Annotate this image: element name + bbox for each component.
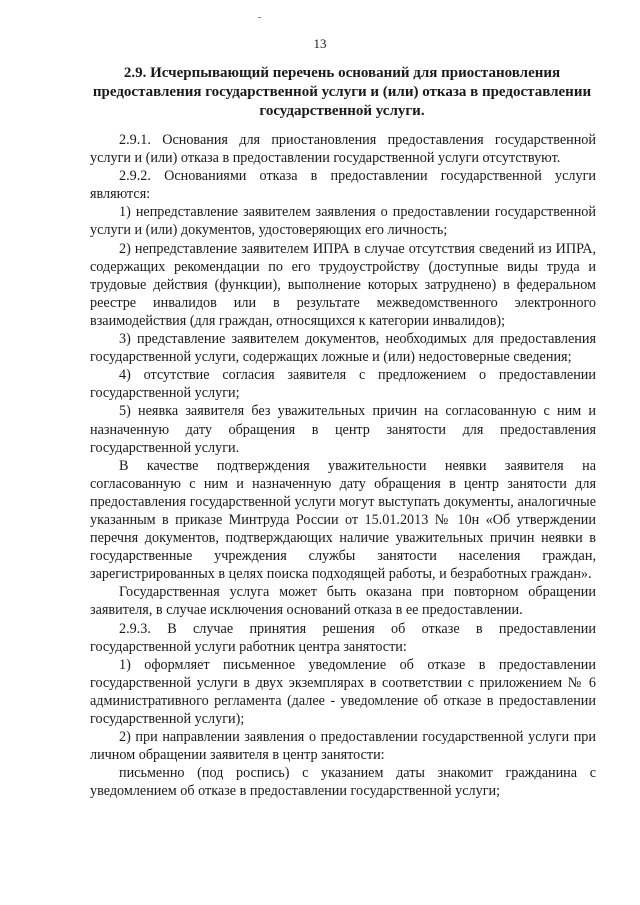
paragraph: 2.9.3. В случае принятия решения об отказе в предоставлении государственной услуги работник центра занятости: [90,620,596,655]
paragraph: 2.9.1. Основания для приостановления предоставления государственной услуги и (или) отказа в предоставлении государственной услуги отсутствуют. [90,132,596,167]
paragraph: 2.9.2. Основаниями отказа в предоставлении государственной услуги являются: [90,168,596,203]
paragraph: 2) при направлении заявления о предоставлении государственной услуги при личном обращении заявителя в центр занятости: [90,729,596,764]
paragraph: 5) неявка заявителя без уважительных причин на согласованную с ним и назначенную дату обращения в центр занятости для предоставления государственной услуги. [90,403,596,456]
scan-mark [258,17,261,18]
paragraph: Государственная услуга может быть оказана при повторном обращении заявителя, в случае исключения оснований отказа в ее предоставлении. [90,584,596,619]
paragraph: письменно (под роспись) с указанием даты знакомит гражданина с уведомлением об отказе в предоставлении государственной услуги; [90,765,596,800]
section-heading: 2.9. Исчерпывающий перечень оснований для приостановления предоставления государственной услуги и (или) отказа в предоставлении государственной услуги. [92,65,592,119]
paragraph: В качестве подтверждения уважительности неявки заявителя на согласованную с ним и назначенную дату обращения в центр занятости для предоставления государственной услуги могут выступать документы, аналогичные указанным в приказе Минтруда России от 15.01.2013 № 10н «Об утверждении перечня документов, подтверждающих наличие уважительных причин неявки в государственные учреждения службы занятости населения граждан, зарегистрированных в целях поиска подходящей работы, и безработных граждан». [90,457,596,583]
page-number: 13 [313,36,327,51]
paragraph: 1) непредставление заявителем заявления о предоставлении государственной услуги и (или) документов, удостоверяющих его личность; [90,204,596,239]
paragraph: 3) представление заявителем документов, необходимых для предоставления государственной услуги, содержащих ложные и (или) недостоверные сведения; [90,331,596,366]
paragraph: 4) отсутствие согласия заявителя с предложением о предоставлении государственной услуги; [90,367,596,402]
paragraph: 1) оформляет письменное уведомление об отказе в предоставлении государственной услуги в двух экземплярах в соответствии с приложением № 6 административного регламента (далее - уведомление об отказе в предоставлении государственной услуги); [90,656,596,727]
section-body [90,131,596,800]
paragraph: 2) непредставление заявителем ИПРА в случае отсутствия сведений из ИПРА, содержащих рекомендации по его трудоустройству (доступные виды труда и трудовые действия (функции), выполнение которых затруднено) в федеральном реестре инвалидов или в результате межведомственного электронного взаимодействия (для граждан, относящихся к категории инвалидов); [90,240,596,329]
